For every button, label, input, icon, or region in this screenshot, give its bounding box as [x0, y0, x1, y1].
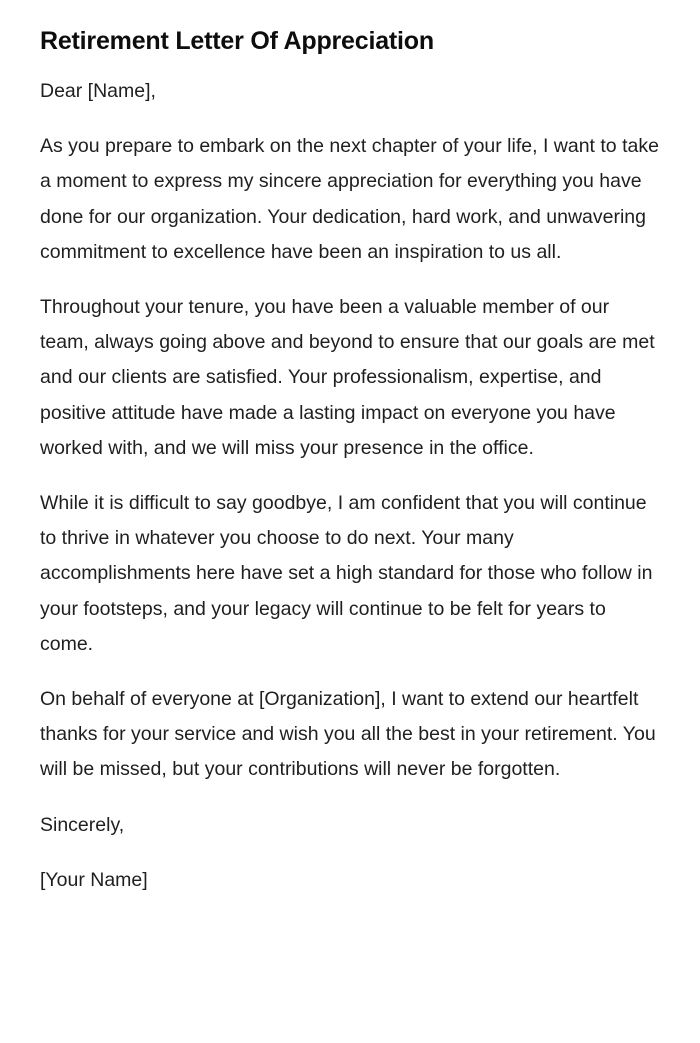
- body-paragraph-2: Throughout your tenure, you have been a valuable member of our team, always going above and beyond to ensure that our goals are met and our clients are satisfied. Your professionalism, expertise, and positive attitude have made a lasting impact on everyone you have worked with, and we will miss your presence in the office.: [40, 296, 655, 459]
- salutation: Dear [Name],: [40, 80, 156, 102]
- letter-title: Retirement Letter Of Appreciation: [40, 27, 434, 55]
- body-paragraph-3: While it is difficult to say goodbye, I am confident that you will continue to thrive in whatever you choose to do next. Your many accomplishments here have set a high standard for those who follow in your footsteps, and your legacy will continue to be felt for years to come.: [40, 492, 653, 655]
- body-paragraph-4: On behalf of everyone at [Organization], I want to extend our heartfelt thanks for your service and wish you all the best in your retirement. You will be missed, but your contributions will never be forgotten.: [40, 688, 656, 781]
- signature-placeholder: [Your Name]: [40, 868, 148, 891]
- closing: Sincerely,: [40, 813, 125, 836]
- body-paragraph-1: As you prepare to embark on the next chapter of your life, I want to take a moment to express my sincere appreciation for everything you have done for our organization. Your dedication, hard work, and unwavering commitment to excellence have been an inspiration to us all.: [40, 135, 659, 263]
